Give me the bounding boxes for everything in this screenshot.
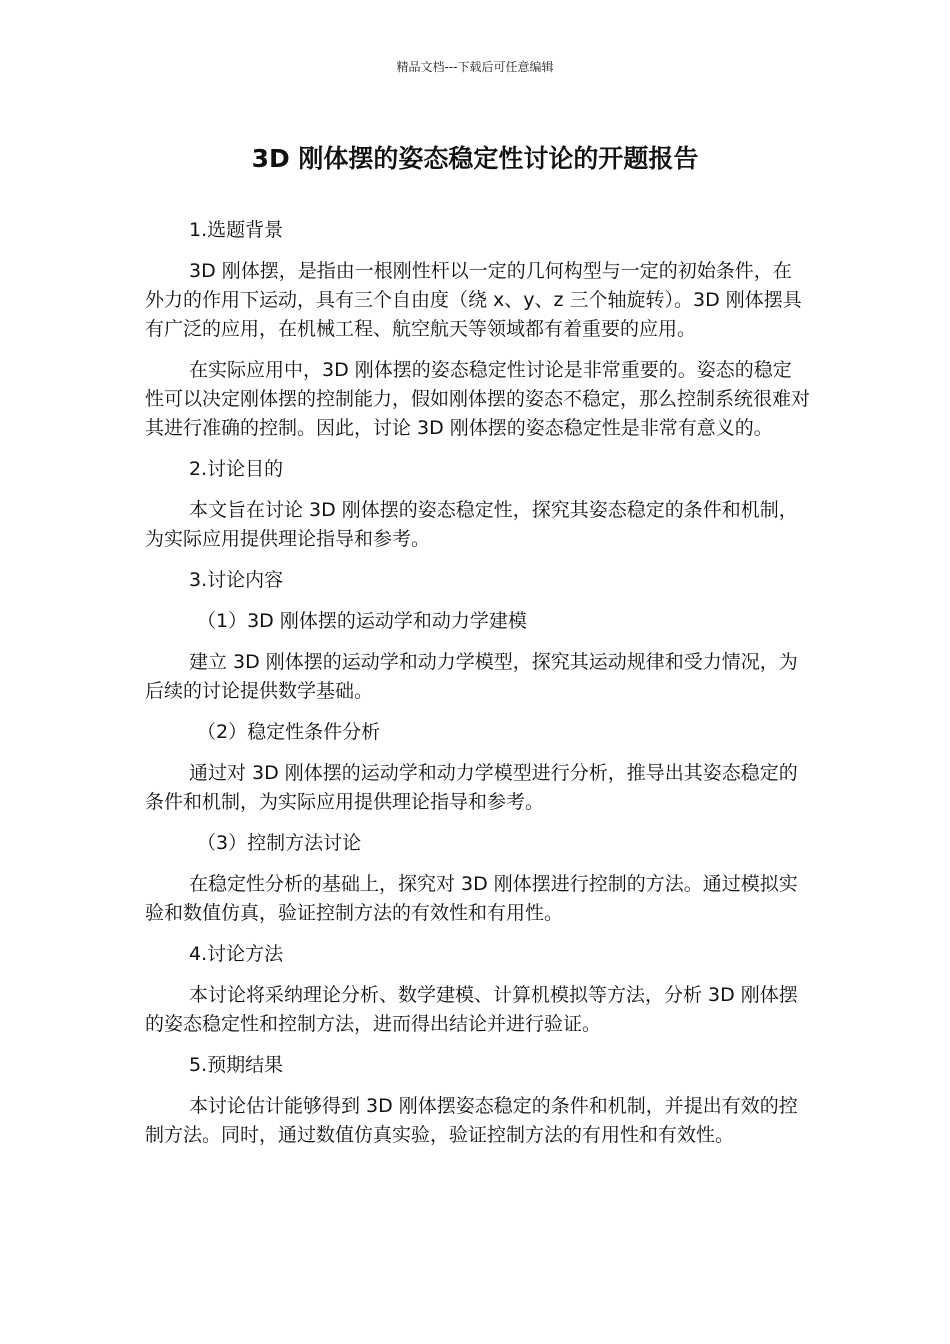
- section-heading-method: 4.讨论方法: [189, 943, 284, 965]
- paragraph-stability: 通过对 3D 刚体摆的运动学和动力学模型进行分析，推导出其姿态稳定的条件和机制，为实际应用提供理论指导和参考。: [145, 762, 798, 813]
- document-title: 3D 刚体摆的姿态稳定性讨论的开题报告: [251, 144, 699, 173]
- document-body: [145, 216, 810, 1162]
- subheading-stability: （2）稳定性条件分析: [197, 721, 381, 743]
- paragraph-background-2: 在实际应用中，3D 刚体摆的姿态稳定性讨论是非常重要的。姿态的稳定性可以决定刚体摆的控制能力，假如刚体摆的姿态不稳定，那么控制系统很难对其进行准确的控制。因此，讨论 3D 刚体摆的姿态稳定性是非常有意义的。: [145, 359, 811, 439]
- section-heading-background: 1.选题背景: [189, 219, 284, 241]
- subheading-control: （3）控制方法讨论: [197, 832, 362, 854]
- paragraph-method: 本讨论将采纳理论分析、数学建模、计算机模拟等方法，分析 3D 刚体摆的姿态稳定性和控制方法，进而得出结论并进行验证。: [145, 984, 798, 1035]
- paragraph-background-1: 3D 刚体摆，是指由一根刚性杆以一定的几何构型与一定的初始条件，在外力的作用下运动，具有三个自由度（绕 x、y、z 三个轴旋转）。3D 刚体摆具有广泛的应用，在机械工程、航空航天等领域都有着重要的应用。: [145, 260, 802, 340]
- section-heading-results: 5.预期结果: [189, 1054, 284, 1076]
- section-heading-content: 3.讨论内容: [189, 569, 284, 591]
- header-note: 精品文档---下载后可任意编辑: [396, 60, 554, 74]
- paragraph-modeling: 建立 3D 刚体摆的运动学和动力学模型，探究其运动规律和受力情况，为后续的讨论提供数学基础。: [145, 651, 798, 702]
- subheading-modeling: （1）3D 刚体摆的运动学和动力学建模: [197, 610, 527, 632]
- paragraph-control: 在稳定性分析的基础上，探究对 3D 刚体摆进行控制的方法。通过模拟实验和数值仿真，验证控制方法的有效性和有用性。: [145, 873, 798, 924]
- section-heading-purpose: 2.讨论目的: [189, 458, 284, 480]
- paragraph-results: 本讨论估计能够得到 3D 刚体摆姿态稳定的条件和机制，并提出有效的控制方法。同时，通过数值仿真实验，验证控制方法的有用性和有效性。: [145, 1095, 798, 1146]
- paragraph-purpose: 本文旨在讨论 3D 刚体摆的姿态稳定性，探究其姿态稳定的条件和机制，为实际应用提供理论指导和参考。: [145, 499, 798, 550]
